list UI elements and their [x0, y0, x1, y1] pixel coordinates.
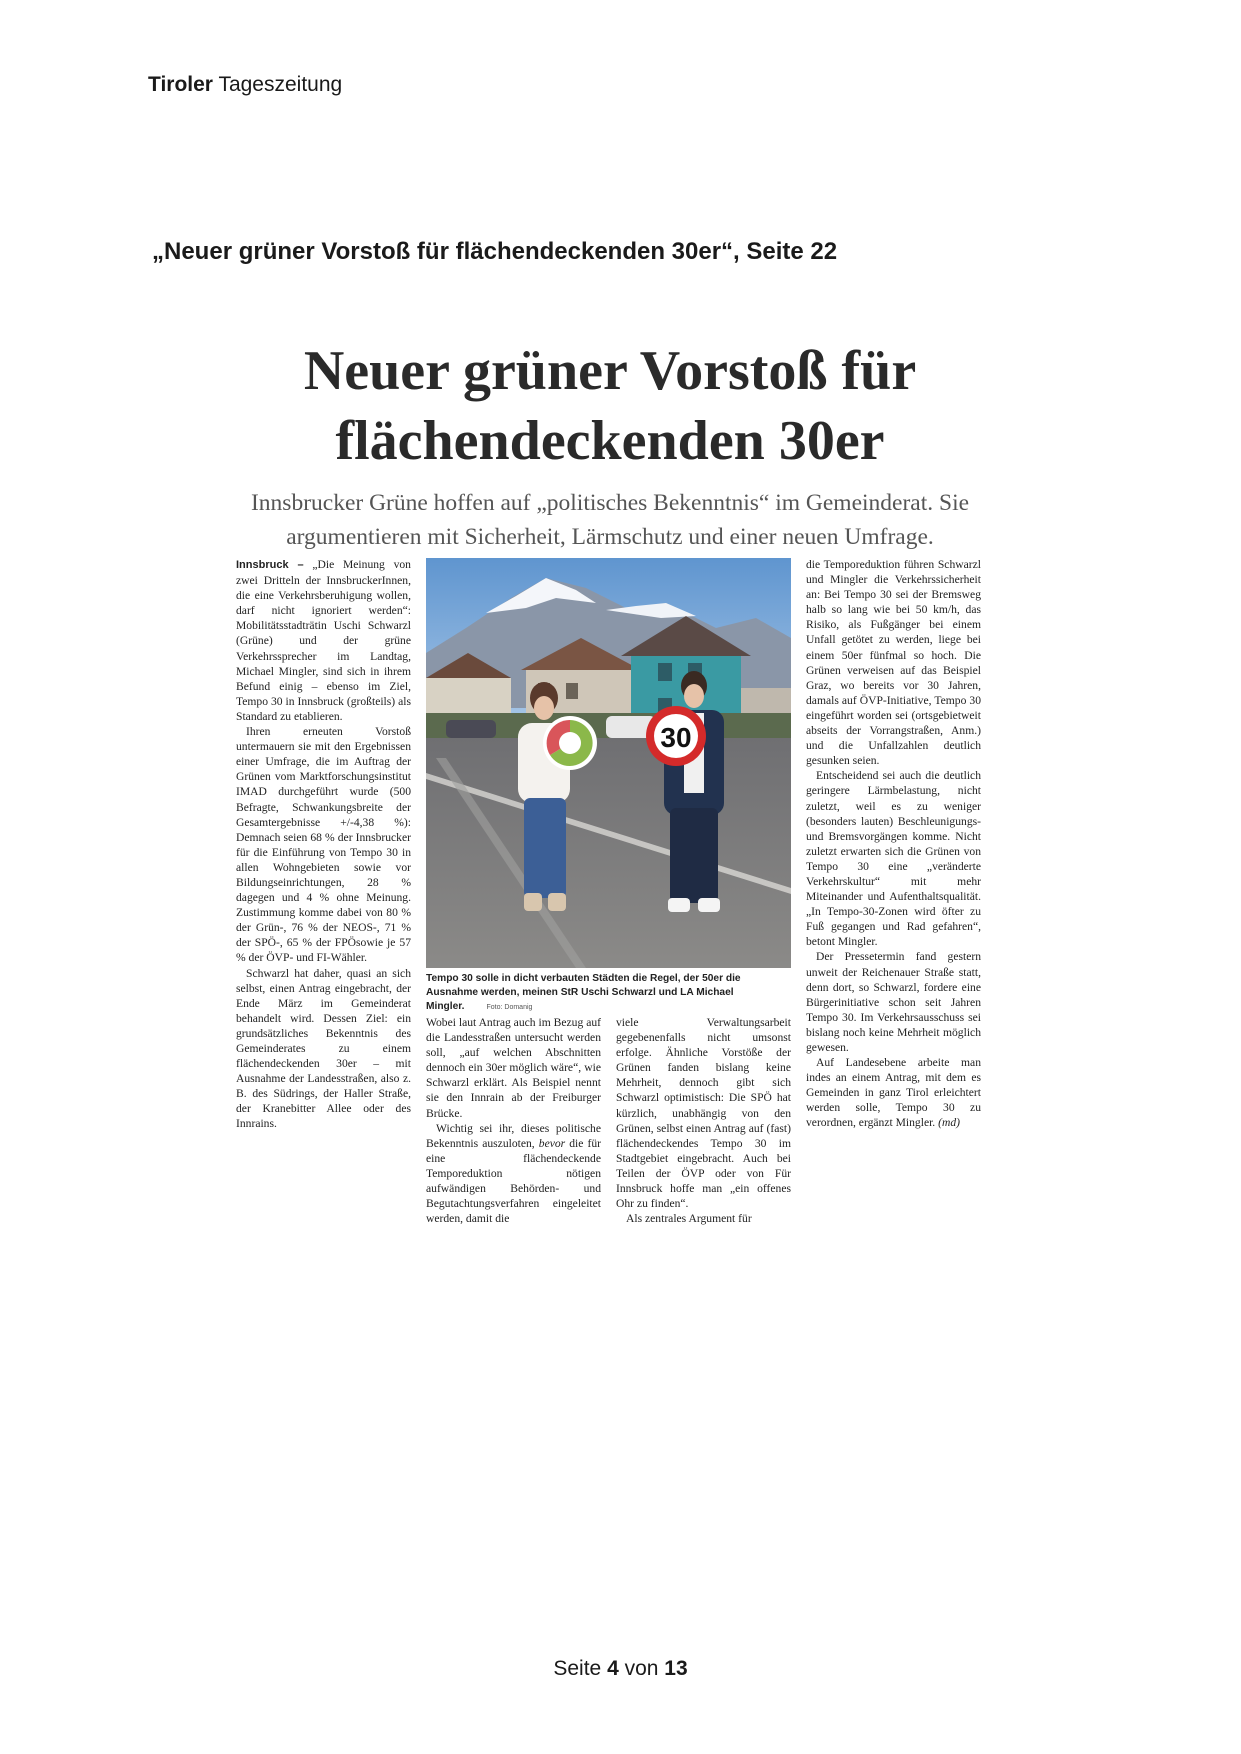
article-headline: Neuer grüner Vorstoß für flächendeckenden 30er: [303, 340, 917, 472]
dateline: Innsbruck –: [236, 559, 304, 571]
paragraph: Entscheidend sei auch die deutlich geringere Lärmbelastung, nicht zuletzt, weil es zu weniger (besonders lauten) Beschleunigungs- und Bremsvorgängen komme. Nicht zuletzt erwarten sich die Grünen von Tempo 30 eine „veränderte Verkehrskultur“ mit mehr Miteinander und Aufenthaltsqualität. „In Tempo-30-Zonen wird öfter zu Fuß gegangen und Rad gefahren“, betont Mingler.: [806, 769, 981, 949]
paragraph: Ihren erneuten Vorstoß untermauern sie mit den Ergebnissen einer Umfrage, die im Auftrag der Grünen vom Marktforschungsinstitut IMAD durchgeführt wurde (500 Befragte, Schwankungsbreite der Gesamtergebnisse +/-4,38 %): Demnach seien 68 % der Innsbrucker für die Einführung von Tempo 30 in allen Wohngebieten sowie vor Bildungseinrichtungen, 28 % dagegen und 4 % ohne Meinung. Zustimmung komme dabei von 80 % der Grün-, 76 % der NEOS-, 71 % der SPÖ-, 65 % der FPÖsowie je 57 % der ÖVP- und FI-Wähler.: [236, 725, 411, 965]
paragraph: Wobei laut Antrag auch im Bezug auf die Landesstraßen untersucht werden soll, „auf welchen Abschnitten dennoch ein 30er möglich wäre“, wie Schwarzl erklärt. Als Beispiel nennt sie den Innrain ab der Freiburger Brücke.: [426, 1016, 601, 1120]
article-column-4: [806, 557, 981, 1131]
page-number: Seite 4 von 13: [553, 1657, 688, 1680]
article-subheadline: Innsbrucker Grüne hoffen auf „politisches Bekenntnis“ im Gemeinderat. Sie argumentieren mit Sicherheit, Lärmschutz und einer neuen Umfrage.: [250, 490, 970, 550]
paragraph: Auf Landesebene arbeite man indes an einem Antrag, mit dem es Gemeinden in ganz Tirol erleichtert werden solle, Tempo 30 zu verordnen, ergänzt Mingler. (md): [806, 1056, 981, 1130]
brand-regular: Tageszeitung: [218, 73, 343, 96]
reference-title: „Neuer grüner Vorstoß für flächendeckenden 30er“, Seite 22: [152, 238, 838, 265]
current-page: 4: [607, 1657, 619, 1680]
article-column-2: [426, 1015, 601, 1226]
photo-illustration: [426, 558, 791, 968]
caption-text: Tempo 30 solle in dicht verbauten Städten die Regel, der 50er die Ausnahme werden, meinen StR Uschi Schwarzl und LA Michael Mingler.: [426, 973, 741, 1012]
paragraph: „Die Meinung von zwei Dritteln der InnsbruckerInnen, die eine Verkehrsberuhigung wollen, darf nicht ignoriert werden“: Mobilitätsstadträtin Uschi Schwarzl (Grüne) und der grüne Verkehrssprecher im Landtag, Michael Mingler, sind sich in ihrem Befund einig – ebenso im Ziel, Tempo 30 in Innsbruck (großteils) als Standard zu etablieren.: [236, 558, 411, 723]
paragraph: Schwarzl hat daher, quasi an sich selbst, einen Antrag eingebracht, der Ende März im Gemeinderat behandelt wird. Dessen Ziel: ein grundsätzliches Bekenntnis des Gemeinderates zu einem flächendeckenden 30er – mit Ausnahme der Landesstraßen, also z. B. des Südrings, der Haller Straße, der Kranebitter Allee oder des Innrains.: [236, 966, 411, 1131]
article-column-3: [616, 1015, 791, 1226]
speed-sign-number: 30: [660, 722, 692, 753]
brand-bold: Tiroler: [148, 73, 213, 96]
author-signature: (md): [938, 1116, 961, 1130]
total-pages: 13: [664, 1657, 688, 1680]
newspaper-brand: [148, 73, 342, 97]
paragraph: Der Pressetermin fand gestern unweit der Reichenauer Straße statt, denn dort, so Schwarzl, fordere eine Bürgerinitiative schon seit Jahren Tempo 30. Im Verkehrsausschuss sei bislang noch keine Mehrheit möglich gewesen.: [806, 950, 981, 1054]
paragraph: die Temporeduktion führen Schwarzl und Mingler die Verkehrssicherheit an: Bei Tempo 30 sei der Bremsweg halb so lang wie bei 50 km/h, das Risiko, als Fußgänger bei einem Unfall getötet zu werden, liege bei einem 50er fünfmal so hoch. Die Grünen verweisen auf das Beispiel Graz, wo bereits vor 30 Jahren, damals auf ÖVP-Initiative, Tempo 30 eingeführt worden sei (ortsgebietweit abseits der Vorrangstraßen, Anm.) und die Unfallzahlen deutlich gesunken seien.: [806, 558, 981, 768]
paragraph: Als zentrales Argument für: [626, 1212, 752, 1226]
article-photo: [426, 558, 791, 968]
paragraph: Wichtig sei ihr, dieses politische Bekenntnis auszuloten, bevor die für eine flächendeckende Temporeduktion nötigen aufwändigen Behörden- und Begutachtungsverfahren eingeleitet werden, damit die: [426, 1121, 601, 1226]
photo-caption: [426, 972, 791, 1015]
paragraph: viele Verwaltungsarbeit gegebenenfalls nicht umsonst erfolge. Ähnliche Vorstöße der Grünen fanden bislang keine Mehrheit, dennoch gibt sich Schwarzl optimistisch: Die SPÖ hat kürzlich, unabhängig von den Grünen, selbst einen Antrag auf (fast) flächendeckendes Tempo 30 im Stadtgebiet eingebracht. Auch bei Teilen der ÖVP oder von Für Innsbruck hoffe man „ein offenes Ohr zu finden“.: [616, 1016, 791, 1211]
emphasis: bevor: [538, 1136, 566, 1150]
article-column-1: [236, 557, 411, 1132]
photo-credit: Foto: Domanig: [486, 1004, 533, 1011]
